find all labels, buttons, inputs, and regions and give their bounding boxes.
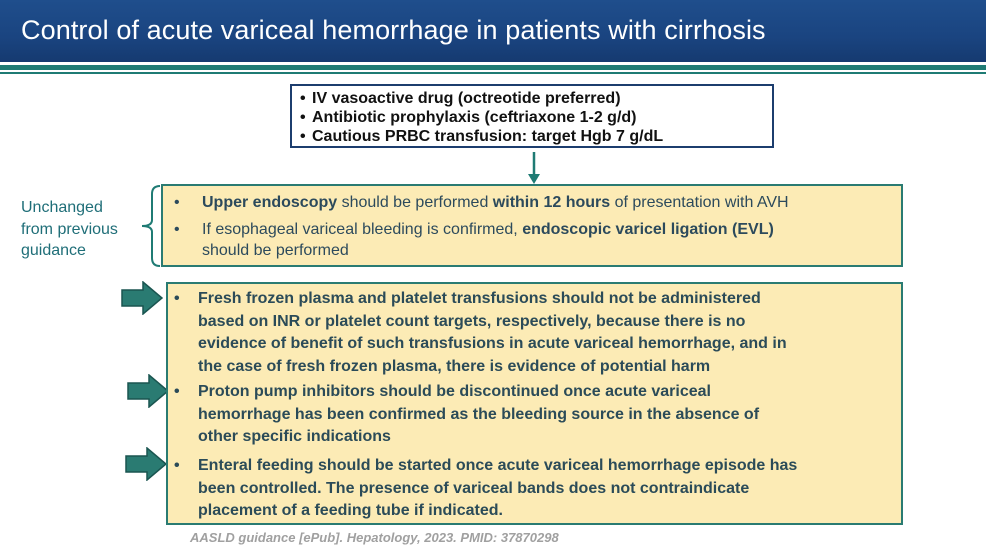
guidance-item: • Proton pump inhibitors should be discontinued once acute variceal hemorrhage has been confirmed as the bleeding source in the absence of other specific indications [174, 383, 760, 445]
title-bar [0, 0, 986, 62]
management-box [290, 84, 774, 148]
down-arrow-icon [525, 152, 543, 186]
divider-teal-thin [0, 72, 986, 74]
guidance-item: • Fresh frozen plasma and platelet transfusions should not be administered based on INR or platelet count targets, respectively, because there is no evidence of benefit of such transfusions in acute variceal hemorrhage, and in the case of fresh frozen plasma, there is evidence of potential harm [174, 290, 787, 375]
unchanged-label: Unchanged from previous guidance [21, 199, 118, 259]
management-item: • IV vasoactive drug (octreotide preferred) [300, 90, 621, 107]
unchanged-guidance-box [161, 184, 903, 267]
slide-title: Control of acute variceal hemorrhage in patients with cirrhosis [21, 15, 766, 45]
management-item: • Antibiotic prophylaxis (ceftriaxone 1-2 g/d) [300, 109, 637, 126]
new-guidance-box [166, 282, 903, 525]
right-arrow-icon [125, 447, 167, 481]
management-item: • Cautious PRBC transfusion: target Hgb 7 g/dL [300, 128, 664, 145]
right-arrow-icon [121, 281, 163, 315]
divider-teal [0, 65, 986, 70]
citation: AASLD guidance [ePub]. Hepatology, 2023. PMID: 37870298 [190, 530, 559, 545]
guidance-item: • If esophageal variceal bleeding is confirmed, endoscopic varicel ligation (EVL) should be performed [174, 221, 774, 259]
guidance-item: • Enteral feeding should be started once acute variceal hemorrhage episode has been controlled. The presence of variceal bands does not contraindicate placement of a feeding tube if indicated. [174, 457, 798, 519]
right-arrow-icon [127, 374, 169, 408]
guidance-item: • Upper endoscopy should be performed within 12 hours of presentation with AVH [174, 194, 789, 211]
